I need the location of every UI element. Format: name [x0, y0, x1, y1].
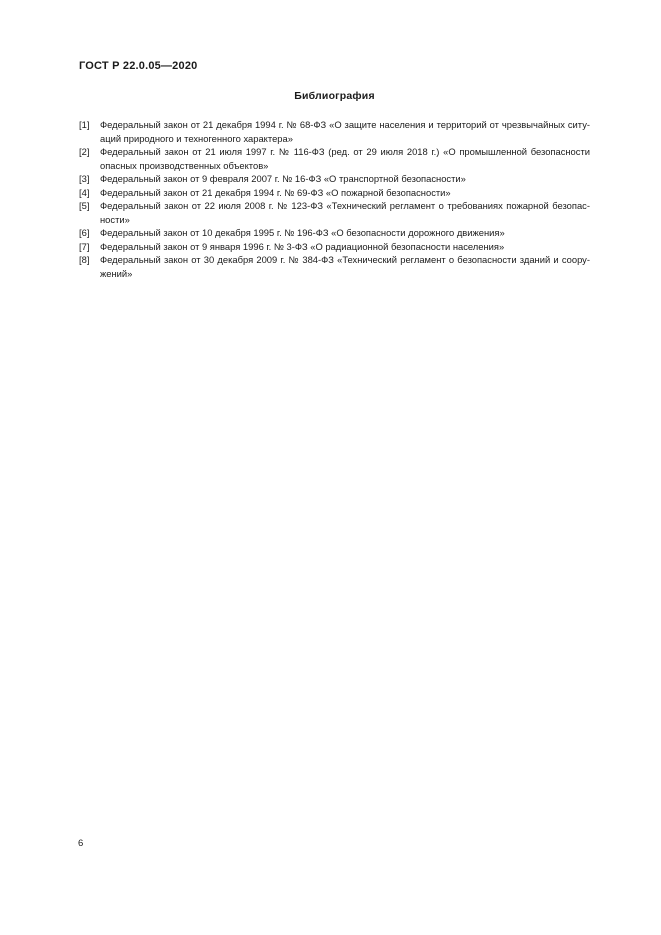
bibliography-entry [79, 186, 590, 200]
entry-line: ности» [100, 213, 130, 225]
bibliography-entry [79, 145, 590, 172]
entry-line: Федеральный закон от 9 февраля 2007 г. № 16-ФЗ «О транспортной безопасности» [100, 173, 466, 184]
bibliography-entry [79, 240, 590, 254]
entry-line: Федеральный закон от 9 января 1996 г. № 3-ФЗ «О радиационной безопасности населения» [100, 240, 505, 252]
page-number: 6 [78, 838, 84, 849]
entry-number: [4] [79, 186, 90, 198]
bibliography-entry [79, 253, 590, 280]
entry-line: Федеральный закон от 22 июля 2008 г. № 123-ФЗ «Технический регламент о требованиях пожарной безопас- [100, 200, 590, 211]
entry-number: [3] [79, 173, 90, 184]
entry-line: жений» [100, 267, 133, 279]
document-standard-code: ГОСТ Р 22.0.05—2020 [79, 60, 198, 72]
entry-number: [2] [79, 146, 90, 157]
entry-line: Федеральный закон от 21 декабря 1994 г. № 68-ФЗ «О защите населения и территорий от чрезвычайных ситу- [100, 119, 590, 130]
entry-line: опасных производственных объектов» [100, 159, 269, 171]
entry-number: [5] [79, 200, 90, 211]
entry-line: Федеральный закон от 30 декабря 2009 г. № 384-ФЗ «Технический регламент о безопасности зданий и соору- [100, 254, 590, 265]
bibliography-entry [79, 118, 590, 145]
entry-number: [1] [79, 119, 90, 130]
entry-number: [6] [79, 227, 90, 238]
entry-number: [7] [79, 240, 90, 252]
entry-line: аций природного и техногенного характера» [100, 132, 293, 144]
bibliography-title: Библиография [294, 90, 375, 102]
entry-line: Федеральный закон от 21 декабря 1994 г. № 69-ФЗ «О пожарной безопасности» [100, 186, 451, 198]
bibliography-list [79, 118, 590, 280]
bibliography-entry [79, 172, 590, 186]
bibliography-entry [79, 226, 590, 240]
entry-line: Федеральный закон от 10 декабря 1995 г. № 196-ФЗ «О безопасности дорожного движения» [100, 227, 505, 238]
entry-line: Федеральный закон от 21 июля 1997 г. № 116-ФЗ (ред. от 29 июля 2018 г.) «О промышленной безопасности [100, 146, 590, 157]
entry-number: [8] [79, 254, 90, 265]
bibliography-entry [79, 199, 590, 226]
